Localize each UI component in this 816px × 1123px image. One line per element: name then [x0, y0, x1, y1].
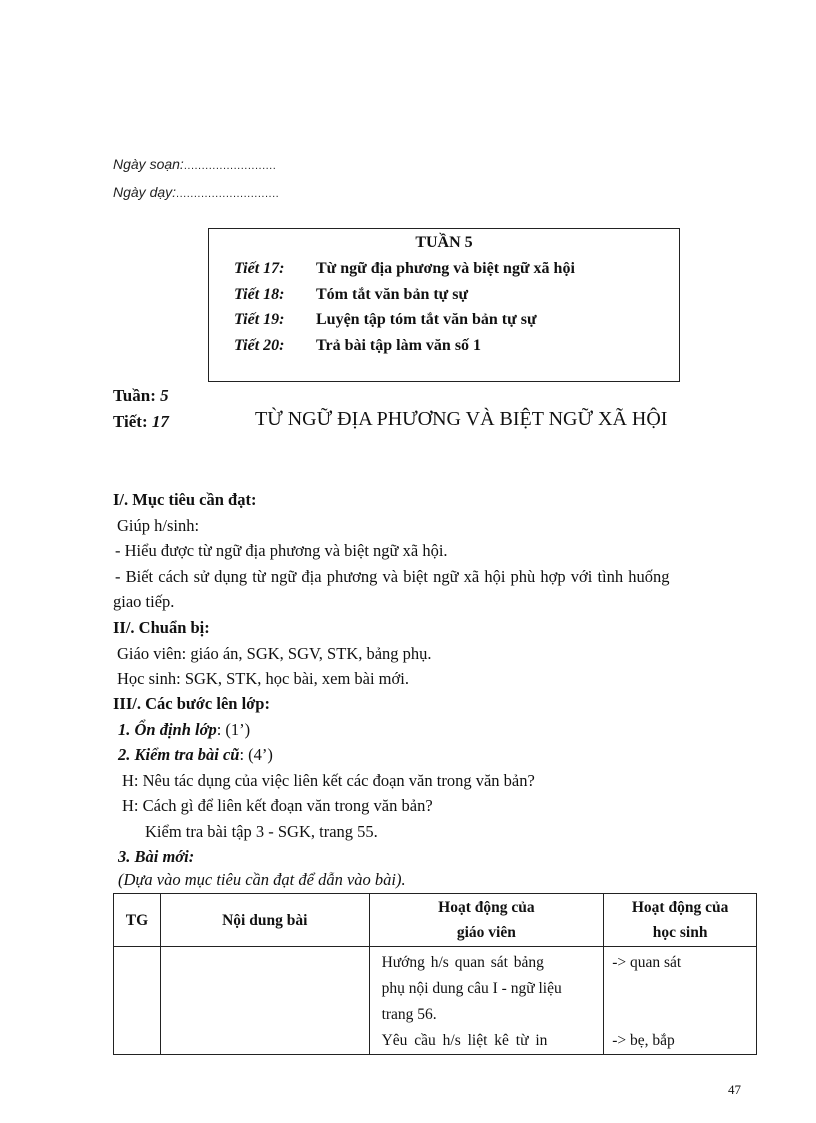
- step-2-rest: : (4’): [239, 745, 273, 764]
- lesson-title: Trả bài tập làm văn số 1: [316, 337, 482, 354]
- ngay-soan-field: [113, 156, 276, 172]
- step-2-label: 2. Kiểm tra bài cũ: [118, 745, 240, 764]
- lesson-label: Tiết 17:: [234, 260, 285, 277]
- gv-line: phụ nội dung câu I - ngữ liệu: [381, 980, 562, 997]
- prep-teacher: Giáo viên: giáo án, SGK, SGV, STK, bảng phụ.: [117, 644, 432, 663]
- tiet-label: Tiết:: [113, 412, 148, 431]
- lesson-title: Luyện tập tóm tắt văn bản tự sự: [316, 311, 537, 328]
- lesson-plan-table: [113, 893, 757, 1055]
- review-question: H: Nêu tác dụng của việc liên kết các đoạn văn trong văn bản?: [122, 771, 535, 790]
- objective-line: - Biết cách sử dụng từ ngữ địa phương và biệt ngữ xã hội phù hợp với tình huống: [115, 567, 670, 586]
- section-1-heading: I/. Mục tiêu cần đạt:: [113, 490, 257, 509]
- prep-student: Học sinh: SGK, STK, học bài, xem bài mới.: [117, 669, 409, 688]
- lesson-row: [234, 286, 468, 304]
- gv-line: Hướng h/s quan sát bảng: [381, 954, 544, 971]
- tuan-value: 5: [160, 386, 169, 405]
- gv-line: trang 56.: [381, 1006, 437, 1023]
- step-3-label: 3. Bài mới:: [118, 847, 195, 866]
- tuan-line: [113, 386, 169, 406]
- ngay-soan-dots: ..........................: [183, 160, 277, 172]
- lesson-row: [234, 260, 575, 278]
- lesson-label: Tiết 19:: [234, 311, 285, 328]
- col-header-giao-vien: Hoạt động của giáo viên: [369, 894, 604, 947]
- cell-tg: [114, 947, 161, 1055]
- table-header-row: [114, 894, 757, 947]
- col-header-noi-dung: Nội dung bài: [160, 894, 369, 947]
- page-number: 47: [728, 1082, 741, 1097]
- step-1: [118, 720, 250, 740]
- step-3-note: (Dựa vào mục tiêu cần đạt để dẫn vào bài).: [118, 870, 406, 889]
- objective-line: - Hiểu được từ ngữ địa phương và biệt ngữ xã hội.: [115, 541, 448, 560]
- ngay-soan-label: Ngày soạn:: [113, 156, 184, 172]
- lesson-label: Tiết 18:: [234, 286, 285, 303]
- lesson-row: [234, 337, 481, 355]
- gv-line: Yêu cầu h/s liệt kê từ in: [381, 1032, 548, 1049]
- ngay-day-field: [113, 184, 279, 200]
- tuan-label: Tuần:: [113, 386, 156, 405]
- ngay-day-dots: .............................: [176, 188, 280, 200]
- lesson-label: Tiết 20:: [234, 337, 285, 354]
- cell-giao-vien: [369, 947, 604, 1055]
- section-1-intro: Giúp h/sinh:: [117, 516, 200, 535]
- step-1-label: 1. Ổn định lớp: [118, 720, 217, 739]
- tiet-line: [113, 412, 169, 432]
- objective-line-cont: giao tiếp.: [113, 592, 175, 611]
- col-header-tg: TG: [114, 894, 161, 947]
- cell-noi-dung: [160, 947, 369, 1055]
- lesson-row: [234, 311, 537, 329]
- section-3-heading: III/. Các bước lên lớp:: [113, 694, 270, 713]
- hs-line: -> quan sát: [612, 954, 682, 971]
- table-row: [114, 947, 757, 1055]
- cell-hoc-sinh: [604, 947, 757, 1055]
- review-exercise: Kiểm tra bài tập 3 - SGK, trang 55.: [145, 822, 378, 841]
- lesson-title: Từ ngữ địa phương và biệt ngữ xã hội: [316, 260, 575, 277]
- ngay-day-label: Ngày dạy:: [113, 184, 177, 200]
- step-2: [118, 745, 273, 765]
- week-title: TUẦN 5: [415, 234, 473, 251]
- review-question: H: Cách gì để liên kết đoạn văn trong văn bản?: [122, 796, 433, 815]
- hs-line: -> bẹ, bắp: [612, 1032, 675, 1049]
- step-1-rest: : (1’): [216, 720, 251, 739]
- tiet-value: 17: [151, 412, 169, 431]
- lesson-heading: TỪ NGỮ ĐỊA PHƯƠNG VÀ BIỆT NGỮ XÃ HỘI: [255, 408, 668, 430]
- lesson-title: Tóm tắt văn bản tự sự: [316, 286, 469, 303]
- week-schedule-box: [208, 228, 680, 382]
- col-header-hoc-sinh: Hoạt động của học sinh: [604, 894, 757, 947]
- section-2-heading: II/. Chuẩn bị:: [113, 618, 210, 637]
